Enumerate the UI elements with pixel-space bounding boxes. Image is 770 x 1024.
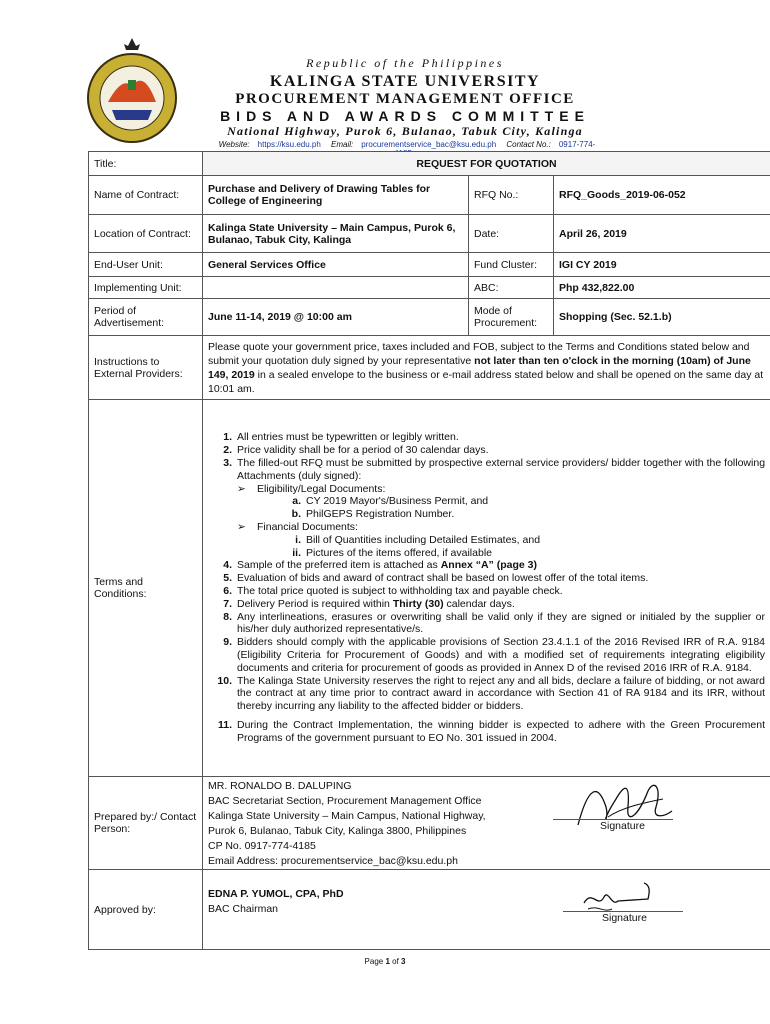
terms-list: [203, 400, 770, 777]
prepared-label: Prepared by:/ Contact Person:: [89, 777, 203, 870]
contract-name: Purchase and Delivery of Drawing Tables for College of Engineering: [203, 176, 469, 215]
enduser-label: End-User Unit:: [89, 253, 203, 277]
arrow-bullet-icon: ➢: [237, 482, 246, 495]
term-item: 7. Delivery Period is required within Thirty (30) calendar days.: [223, 597, 515, 610]
prepared-line-5: CP No. 0917-774-4185: [208, 840, 316, 852]
university-seal-icon: [82, 36, 182, 146]
attachment-item: a. CY 2019 Mayor's/Business Permit, and: [292, 495, 489, 508]
header-university: KALINGA STATE UNIVERSITY: [269, 73, 541, 90]
prepared-line-2: BAC Secretariat Section, Procurement Management Office: [208, 795, 482, 807]
instructions-post: in a sealed envelope to the business or e-mail address stated below and shall be opened on the same day at 10:01 am.: [208, 368, 764, 395]
date-value: April 26, 2019: [554, 215, 770, 253]
approved-label: Approved by:: [89, 870, 203, 950]
page-number: 1: [385, 957, 390, 966]
document-title: REQUEST FOR QUOTATION: [203, 152, 770, 176]
instructions-pre: Please quote your government price, taxes included and FOB, subject to the Terms and Conditions stated below and submit your quotation duly signed by your representative: [208, 340, 750, 367]
rfq-number: RFQ_Goods_2019-06-052: [554, 176, 770, 215]
contact-label: Contact No.:: [506, 140, 551, 149]
term-item: 2. Price validity shall be for a period of 30 calendar days.: [223, 444, 489, 457]
letterhead: [0, 0, 770, 150]
date-label: Date:: [469, 215, 554, 253]
approved-name: EDNA P. YUMOL, CPA, PhD: [208, 887, 344, 900]
website-label: Website:: [218, 140, 250, 149]
contract-label: Name of Contract:: [89, 176, 203, 215]
term-item: 11. During the Contract Implementation, the winning bidder is expected to adhere with the Green Procurement Programs of the government pursuant to EO No. 301 issued in 2004.: [217, 718, 766, 744]
term-item: 4. Sample of the preferred item is attached as Annex “A” (page 3): [223, 559, 537, 572]
prepared-name: MR. RONALDO B. DALUPING: [208, 780, 352, 792]
prepared-line-4: Purok 6, Bulanao, Tabuk City, Kalinga 3800, Philippines: [208, 825, 467, 837]
page-footer: Page 1 of 3: [364, 957, 406, 966]
instructions-deadline: not later than ten o'clock in the morning (10am) of June 149, 2019: [208, 354, 751, 381]
attachment-item: b. PhilGEPS Registration Number.: [291, 508, 455, 521]
term-item: 5. Evaluation of bids and award of contract shall be based on lowest offer of the total items.: [223, 572, 649, 585]
term-item: 8. Any interlineations, erasures or overwriting shall be valid only if they are signed or initialed by the supplier or his/her duly authorized representative/s.: [223, 610, 766, 636]
attachment-item: ii. Pictures of the items offered, if available: [292, 546, 492, 559]
abc-label: ABC:: [469, 277, 554, 299]
rfq-form-table: [88, 151, 770, 950]
eligibility-heading: ➢ Eligibility/Legal Documents:: [237, 482, 386, 495]
fund-value: IGI CY 2019: [554, 253, 770, 277]
term-item: 1. All entries must be typewritten or legibly written.: [223, 431, 459, 444]
email-label: Email:: [331, 140, 354, 149]
instructions-label: Instructions to External Providers:: [89, 336, 203, 400]
enduser-value: General Services Office: [203, 253, 469, 277]
website-link[interactable]: https://ksu.edu.ph: [257, 140, 321, 149]
location-value: Kalinga State University – Main Campus, Purok 6, Bulanao, Tabuk City, Kalinga: [203, 215, 469, 253]
title-label: Title:: [89, 152, 203, 176]
email-link[interactable]: procurementservice_bac@ksu.edu.ph: [361, 140, 497, 149]
period-value: June 11-14, 2019 @ 10:00 am: [203, 299, 469, 336]
term-item: 9. Bidders should comply with the applicable provisions of Section 23.4.1.1 of the 2016 Revised IRR of R.A. 9184 (Eligibility Criteria for Procurement of Goods) and with a modified set of requirements integrating eligibility documents and criteria for procurement of goods as provided in Annex D of the revised 2016 IRR of R.A. 9184.: [223, 636, 766, 674]
abc-value: Php 432,822.00: [554, 277, 770, 299]
term-item: 6. The total price quoted is subject to withholding tax and payable check.: [223, 585, 563, 597]
signature-label: Signature: [600, 820, 645, 832]
header-address: National Highway, Purok 6, Bulanao, Tabuk City, Kalinga: [227, 124, 583, 138]
contact-number: 0917-774-: [558, 140, 596, 149]
mode-label: Mode of Procurement:: [469, 299, 554, 336]
fund-label: Fund Cluster:: [469, 253, 554, 277]
period-label: Period of Advertisement:: [89, 299, 203, 336]
location-label: Location of Contract:: [89, 215, 203, 253]
term-item: 3. The filled-out RFQ must be submitted by prospective external service providers/ bidder together with the following Attachments (duly signed):: [223, 457, 766, 482]
prepared-line-6: Email Address: procurementservice_bac@ksu.edu.ph: [208, 855, 458, 867]
terms-label: Terms and Conditions:: [89, 400, 203, 777]
term-item: 10. The Kalinga State University reserves the right to reject any and all bids, declare a failure of bidding, or not award the contract at any time prior to contract award in accordance with Section 41 of RA 9184 and its IRR, without thereby incurring any liability to the affected bidder or bidders.: [217, 674, 766, 713]
prepared-line-3: Kalinga State University – Main Campus, National Highway,: [208, 810, 486, 822]
header-committee: BIDS AND AWARDS COMMITTEE: [220, 108, 590, 124]
implementing-label: Implementing Unit:: [89, 277, 203, 299]
signature-label: Signature: [602, 911, 647, 924]
header-office: PROCUREMENT MANAGEMENT OFFICE: [235, 91, 575, 107]
rfq-label: RFQ No.:: [469, 176, 554, 215]
header-republic: Republic of the Philippines: [306, 56, 504, 70]
approved-title: BAC Chairman: [208, 902, 279, 915]
page-total: 3: [401, 957, 406, 966]
attachment-item: i. Bill of Quantities including Detailed Estimates, and: [295, 533, 541, 546]
financial-heading: ➢ Financial Documents:: [237, 521, 358, 534]
instructions-text: [203, 336, 770, 400]
approved-block: [203, 870, 770, 950]
implementing-value: [203, 277, 469, 299]
prepared-block: [203, 777, 770, 870]
mode-value: Shopping (Sec. 52.1.b): [554, 299, 770, 336]
arrow-bullet-icon: ➢: [237, 521, 246, 534]
